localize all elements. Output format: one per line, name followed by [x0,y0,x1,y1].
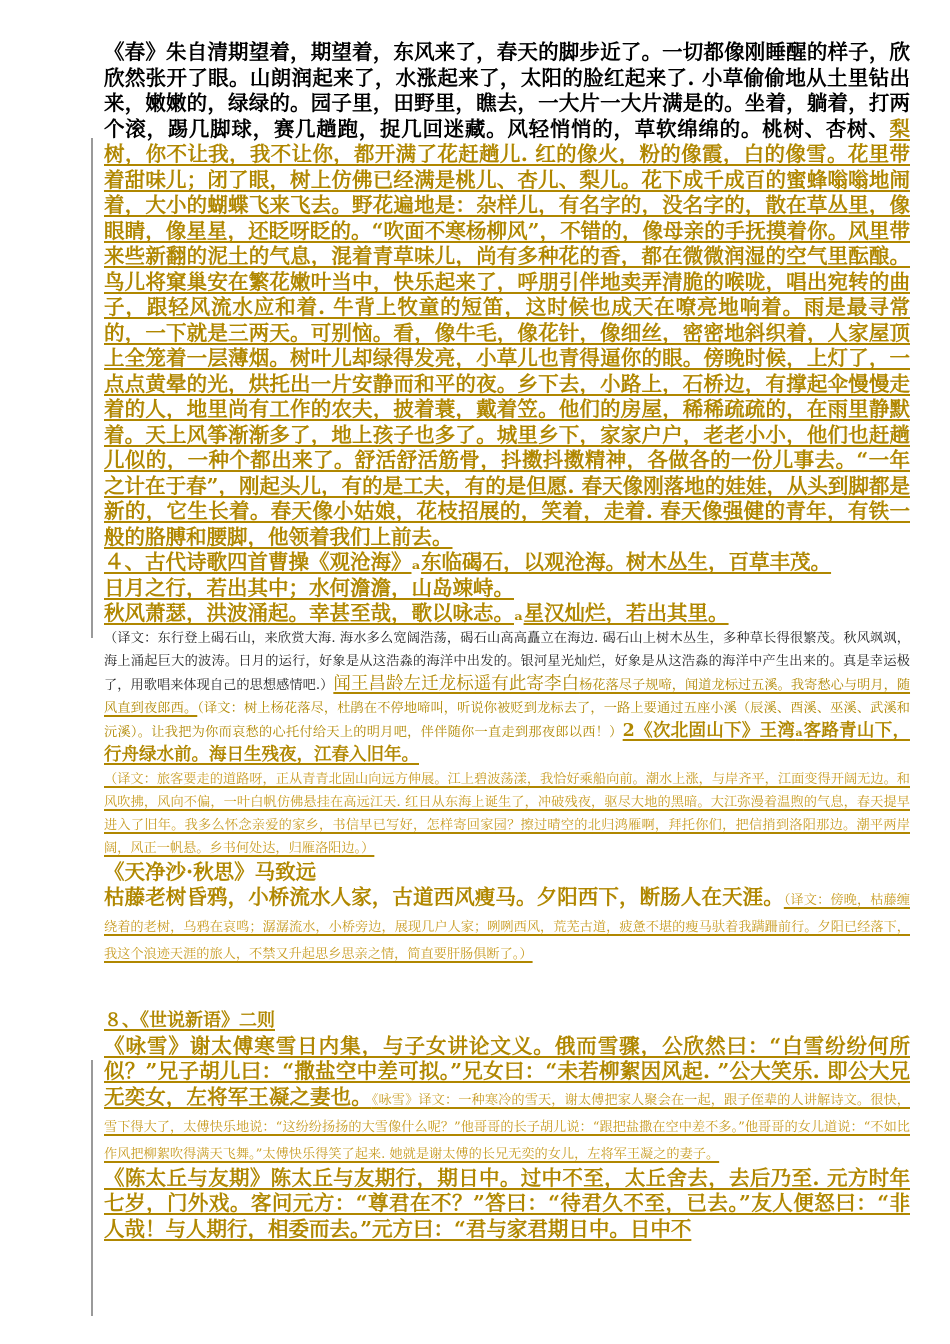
document-page [104,40,910,1242]
spacer [104,966,910,1008]
ma-zhiyuan-title: 《天净沙·秋思》马致远 [104,859,317,884]
guancanghai-line1: 东临碣石，以观沧海。树木丛生，百草丰茂。 [421,550,832,574]
shishuo-heading: ８、《世说新语》二则 [104,1010,275,1031]
wang-wan-poem: 客路青山下，行舟绿水前。海日生残夜，江春入旧年。 [104,720,910,765]
mark-1: ₐ [411,550,422,574]
yongxue-text: 《咏雪》谢太傅寒雪日内集，与子女讲论文义。俄而雪骤，公欣然曰：“白雪纷纷何所似？”兄子胡儿曰：“撒盐空中差可拟。”兄女曰：“未若柳絮因风起. ”公大笑乐. 即公大兄无奕女，左将军王凝之妻也。 [104,1033,910,1109]
guancanghai-translation-block [104,627,910,768]
ma-zhiyuan-block [104,885,910,966]
li-bai-translation: （译文：树上杨花落尽，杜鹃在不停地啼叫，听说你被贬到龙标去了，一路上要通过五座小溪（辰溪、酉溪、巫溪、武溪和沅溪）。让我把为你而哀愁的心托付给天上的明月吧，伴伴随你一直走到那夜郎以西！） [104,700,910,740]
margin-bar [91,138,93,638]
chun-paragraph [104,40,910,550]
chen-taiqiu-text: 《陈太丘与友期》陈太丘与友期行，期日中。过中不至，太丘舍去，去后乃至. 元方时年七岁，门外戏。客问元方：“尊君在不？”答曰：“待君久不至，已去。”友人便怒曰：“非人哉！与人期行，相委而去。”元方曰：“君与家君期日中。日中不 [104,1165,910,1241]
guancanghai-line3: 秋风萧瑟，洪波涌起。幸甚至哉，歌以咏志。 [104,601,514,625]
ma-zhiyuan-translation: （译文：傍晚，枯藤缠绕着的老树，乌鸦在哀鸣；潺潺流水，小桥旁边，展现几户人家；咧咧西风，荒芜古道，疲惫不堪的瘦马驮着我蹒跚前行。夕阳已经落下，我这个浪迹天涯的旅人，不禁又升起思乡思亲之情，简直要肝肠俱断了。） [104,893,910,962]
yongxue-translation: 《咏雪》译文：一种寒冷的雪天，谢太傅把家人聚会在一起，跟子侄辈的人讲解诗文。很快，雪下得大了，太傅快乐地说：“这纷纷扬扬的大雪像什么呢？”他哥哥的长子胡儿说：“跟把盐撒在空中差不多。”他哥哥的女儿道说：“不如比作风把柳絮吹得满天飞舞。”太傅快乐得笑了起来. 她就是谢太傅的长兄无奕的女儿，左将军王凝之的妻子。 [104,1092,910,1162]
ma-zhiyuan-poem: 枯藤老树昏鸦，小桥流水人家，古道西风瘦马。夕阳西下，断肠人在天涯。 [104,885,784,909]
guancanghai-translation: （译文：东行登上碣石山，来欣赏大海. 海水多么宽阔浩荡，碣石山高高矗立在海边. 碣石山上树木丛生，多种草长得很繁茂。秋风飒飒，海上涌起巨大的波涛。日月的运行，好象是从这浩淼的海洋中出发的。银河星光灿烂，好象是从这浩淼的海洋中产生出来的。真是幸运极了，用歌唱来体现自己的思想感情吧.） [104,630,910,693]
guancanghai-line4: 星汉灿烂，若出其里。 [523,601,729,625]
chun-text-gold: 梨树，你不让我，我不让你，都开满了花赶趟儿. 红的像火，粉的像霞，白的像雪。花里带着甜味儿；闭了眼，树上仿佛已经满是桃儿、杏儿、梨儿。花下成千成百的蜜蜂嗡嗡地闹着，大小的蝴蝶飞来飞去。野花遍地是：杂样儿，有名字的，没名字的，散在草丛里，像眼睛，像星星，还眨呀眨的。“吹面不寒杨柳风”，不错的，像母亲的手抚摸着你。风里带来些新翻的泥土的气息，混着青草味儿，尚有多种花的香，都在微微润湿的空气里酝酿。鸟儿将窠巢安在繁花嫩叶当中，快乐起来了，呼朋引伴地卖弄清脆的喉咙，唱出宛转的曲子，跟轻风流水应和着. 牛背上牧童的短笛，这时候也成天在嘹亮地响着。雨是最寻常的，一下就是三两天。可别恼。看，像牛毛，像花针，像细丝，密密地斜织着，人家屋顶上全笼着一层薄烟。树叶儿却绿得发亮，小草儿也青得逼你的眼。傍晚时候，上灯了，一点点黄晕的光，烘托出一片安静而和平的夜。乡下去，小路上，石桥边，有撑起伞慢慢走着的人，地里尚有工作的农夫，披着蓑，戴着笠。他们的房屋，稀稀疏疏的，在雨里静默着。天上风筝渐渐多了，地上孩子也多了。城里乡下，家家户户，老老小小，他们也赶趟儿似的，一种个都出来了。舒活舒活筋骨，抖擞抖擞精神，各做各的一份儿事去。“一年之计在于春”，刚起头儿，有的是工夫，有的是但愿. 春天像刚落地的娃娃，从头到脚都是新的，它生长着。春天像小姑娘，花枝招展的，笑着，走着. 春天像强健的青年，有铁一般的胳膊和腰脚，他领着我们上前去。 [104,116,910,549]
wang-wan-title: 2《次北固山下》王湾 [622,720,796,741]
li-bai-title: 闻王昌龄左迁龙标遥有此寄李白 [333,673,580,694]
margin-bar [91,1060,93,1316]
mark-2: ₐ [514,601,524,625]
guancanghai-block [104,550,910,627]
wang-wan-translation: （译文：旅客要走的道路呀，正从青青北固山向远方伸展。江上碧波荡漾，我恰好乘船向前。潮水上涨，与岸齐平，江面变得开阔无边。和风吹拂，风向不偏，一叶白帆仿佛悬挂在高远江天. 红日从东海上诞生了，冲破残夜，驱尽大地的黑暗。大江弥漫着温煦的气息，春天提早进入了旧年。我多么怀念亲爱的家乡，书信早已写好，怎样寄回家园？擦过晴空的北归鸿雁啊，拜托你们，把信捎到洛阳那边。潮平两岸阔，风正一帆悬。乡书何处达，归雁洛阳边。） [104,771,910,856]
poems-heading: ４、古代诗歌四首曹操《观沧海》 [104,550,412,574]
chun-text-black: 《春》朱自清期望着，期望着，东风来了，春天的脚步近了。一切都像刚睡醒的样子，欣欣然张开了眼。山朗润起来了，水涨起来了，太阳的脸红起来了. 小草偷偷地从土里钻出来，嫩嫩的，绿绿的。园子里，田野里，瞧去，一大片一大片满是的。坐着，躺着，打两个滚，踢几脚球，赛几趟跑，捉几回迷藏。风轻悄悄的，草软绵绵的。桃树、杏树、 [104,40,910,141]
guancanghai-line2: 日月之行，若出其中；水何澹澹，山岛竦峙。 [104,575,514,600]
mark-3: ₐ [795,720,804,741]
li-bai-poem: 杨花落尽子规啼，闻道龙标过五溪。我寄愁心与明月，随风直到夜郎西。 [104,677,911,716]
yongxue-block [104,1034,910,1166]
